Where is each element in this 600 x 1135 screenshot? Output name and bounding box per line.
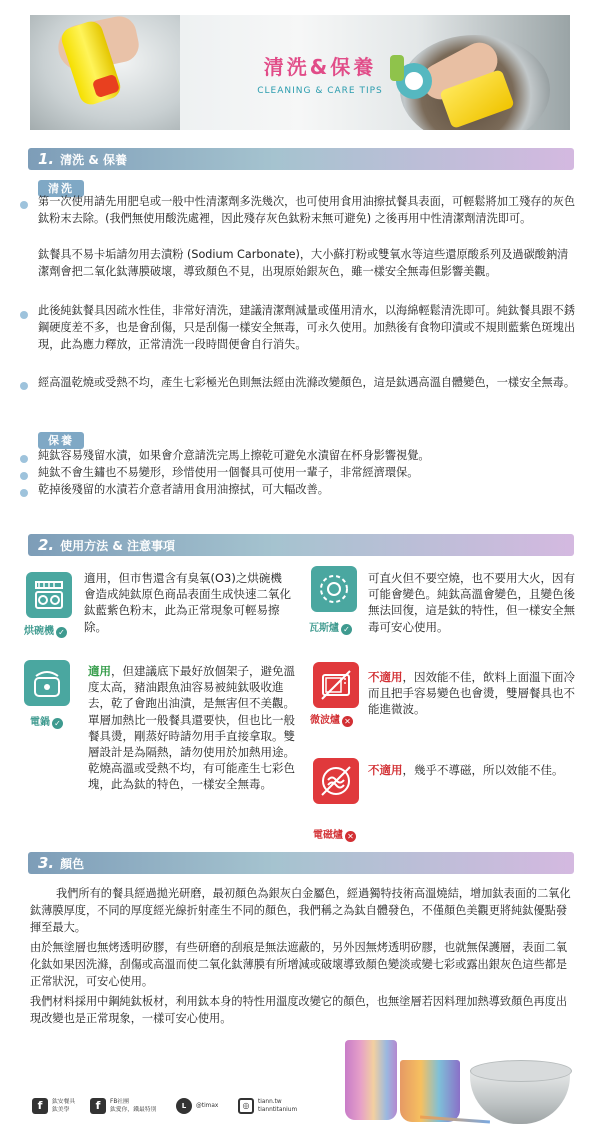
care-item: 純鈦不會生鏽也不易變形，珍惜使用一個餐具可使用一輩子，非常經濟環保。 (38, 466, 419, 479)
cross-icon: ✕ (342, 716, 353, 727)
facebook-group-line2: 鈦愛你，鐵最特別 (110, 1107, 157, 1113)
section-header-color (28, 852, 574, 874)
unsuitable-highlight: 不適用 (368, 763, 403, 777)
section-title: 使用方法 & 注意事項 (60, 539, 175, 553)
microwave-body: ，因效能不佳，飲料上面溫下面冷而且把手容易變色也會燙，雙層餐具也不能進微波。 (368, 670, 575, 717)
care-item: 乾掉後殘留的水漬若介意者請用食用油擦拭，可大幅改善。 (38, 483, 329, 496)
rice-cooker-body: ，但建議底下最好放個架子，避免溫度太高，豬油跟魚油容易被純鈦吸收進去，乾了會跑出油漬，是無害但不美觀。單層加熱比一般餐具還要快，但也比一般餐具燙，剛蒸好時請勿用手直接拿取。雙層設計是為隔熱，請勿使用於加熱用途。乾燒高溫或受熱不均，有可能產生七彩色塊，此為鈦的特色，一樣安全無毒。 (88, 664, 295, 792)
microwave-text (368, 669, 576, 721)
line-id-text: @timax (196, 1103, 219, 1109)
gas-stove-label (309, 619, 352, 635)
instagram-text (258, 1098, 297, 1114)
label-text: 烘碗機 (24, 626, 54, 637)
label-text: 微波爐 (310, 715, 340, 726)
header-banner (30, 15, 570, 130)
section-header-usage (28, 534, 574, 556)
rice-cooker-text (88, 663, 300, 835)
facebook-page-line1: 鈦安餐具 (52, 1099, 76, 1105)
section-number: 2. (38, 536, 55, 554)
product-cup-image (400, 1060, 460, 1122)
facebook-page-text (52, 1098, 75, 1114)
check-icon: ✓ (56, 627, 67, 638)
section-header-cleaning (28, 148, 574, 170)
unsuitable-highlight: 不適用 (368, 670, 403, 684)
facebook-group-icon[interactable]: f (90, 1098, 106, 1114)
color-paragraph: 我們所有的餐具經過拋光研磨，最初顏色為銀灰白金屬色，經過獨特技術高溫燒結，增加鈦表面的二氧化鈦薄膜厚度，不同的厚度經光線折射產生不同的顏色，我們稱之為鈦自體發色，不僅顏色美觀更將純鈦優點發揮至最大。 (30, 887, 571, 934)
wash-item: 鈦餐具不易卡垢請勿用去漬粉 (Sodium Carbonate)，大小蘇打粉或雙氧水等這些還原酸系列及過碳酸鈉清潔劑會把二氧化鈦薄膜破壞，導致顏色不見，出現原始銀灰色，雖一樣安全無毒但影響美觀。 (38, 248, 569, 278)
facebook-page-line2: 鈦美學 (52, 1107, 70, 1113)
tag-wash: 清洗 (38, 180, 84, 197)
section-number: 1. (38, 150, 55, 168)
instagram-icon[interactable]: ◎ (238, 1098, 254, 1114)
induction-cooker-icon (313, 758, 359, 804)
section-title: 顏色 (60, 857, 85, 871)
product-bowl-image (470, 1070, 570, 1124)
color-paragraph: 我們材料採用中鋼純鈦板材，利用鈦本身的特性用溫度改變它的顏色，也無塗層若因料理加熱導致顏色再度出現改變也是正常現象，一樣可安心使用。 (30, 995, 568, 1025)
wash-item: 經高溫乾燒或受熱不均，產生七彩極光色則無法經由洗滌改變顏色，這是鈦遇高溫自體變色，一樣安全無毒。 (38, 376, 576, 389)
label-text: 瓦斯爐 (309, 623, 339, 634)
dishwasher-icon (26, 572, 72, 618)
check-icon: ✓ (52, 718, 63, 729)
instagram-line1: tiann.tw (258, 1099, 282, 1105)
rice-cooker-icon (24, 660, 70, 706)
label-text: 電鍋 (30, 717, 50, 728)
product-cup-image (345, 1040, 397, 1120)
instagram-line2: tianntitanium (258, 1107, 298, 1113)
section-number: 3. (38, 854, 55, 872)
bullet-icon (20, 311, 28, 319)
induction-cooker-body: ，幾乎不導磁，所以效能不佳。 (402, 763, 564, 777)
facebook-group-line1: FB社團 (110, 1099, 129, 1105)
tag-care: 保養 (38, 432, 84, 449)
banner-title-zh: 清洗&保養 (263, 55, 377, 79)
induction-cooker-label (313, 826, 356, 842)
bullet-icon (20, 489, 28, 497)
line-icon[interactable]: L (176, 1098, 192, 1114)
cross-icon: ✕ (345, 831, 356, 842)
wash-item: 此後純鈦餐具因疏水性佳，非常好清洗，建議清潔劑減量或僅用清水，以海綿輕鬆清洗即可。純鈦餐具跟不銹鋼硬度差不多，也是會刮傷，只是刮傷一樣安全無毒，可永久使用。加熱後有食物印漬或不規則藍紫色斑塊出現，此為應力釋放，正常清洗一段時間便會自行消失。 (38, 304, 576, 351)
dishwasher-text: 適用，但市售還含有臭氧(O3)之烘碗機會造成純鈦原色商品表面生成快速二氧化鈦藍紫色粉末，此為正常現象可輕易擦除。 (84, 571, 291, 634)
microwave-label (310, 711, 353, 727)
label-text: 電磁爐 (313, 830, 343, 841)
section-title: 清洗 & 保養 (60, 153, 127, 167)
bullet-icon (20, 201, 28, 209)
gas-stove-icon (311, 566, 357, 612)
microwave-icon (313, 662, 359, 708)
dishwasher-label (24, 622, 67, 638)
facebook-icon[interactable]: f (32, 1098, 48, 1114)
gas-stove-text: 可直火但不要空燒，也不要用大火，因有可能會變色。純鈦高溫會變色，且變色後無法回復，這是鈦的特性，但一樣安全無毒可安心使用。 (368, 571, 575, 634)
wash-item: 第一次使用請先用肥皂或一般中性清潔劑多洗幾次，也可使用食用油擦拭餐具表面，可輕鬆將加工殘存的灰色鈦粉末去除。(我們無使用酸洗處裡，因此殘存灰色鈦粉末無可避免) 之後再用中性清潔劑清洗即可。 (38, 195, 576, 225)
color-paragraph: 由於無塗層也無烤透明矽膠，有些研磨的刮痕是無法遮蔽的，另外因無烤透明矽膠，也就無保護層，表面二氧化鈦如果因洗滌，刮傷或高溫而使二氧化鈦薄膜有所增減或破壞導致顏色變淡或變七彩或露出銀灰色這些都是正常狀況，可安心使用。 (30, 941, 568, 988)
rice-cooker-label (30, 713, 63, 729)
bullet-icon (20, 472, 28, 480)
induction-cooker-text (368, 762, 576, 798)
banner-title-en: CLEANING & CARE TIPS (257, 86, 383, 96)
bullet-icon (20, 455, 28, 463)
facebook-group-text (110, 1098, 156, 1114)
banner-title (240, 51, 400, 96)
check-icon: ✓ (341, 624, 352, 635)
care-item: 純鈦容易殘留水漬，如果會介意請洗完馬上擦乾可避免水漬留在杯身影響視覺。 (38, 449, 430, 462)
suitable-highlight: 適用 (88, 664, 111, 678)
bottle-logo-icon (390, 55, 404, 81)
bullet-icon (20, 382, 28, 390)
